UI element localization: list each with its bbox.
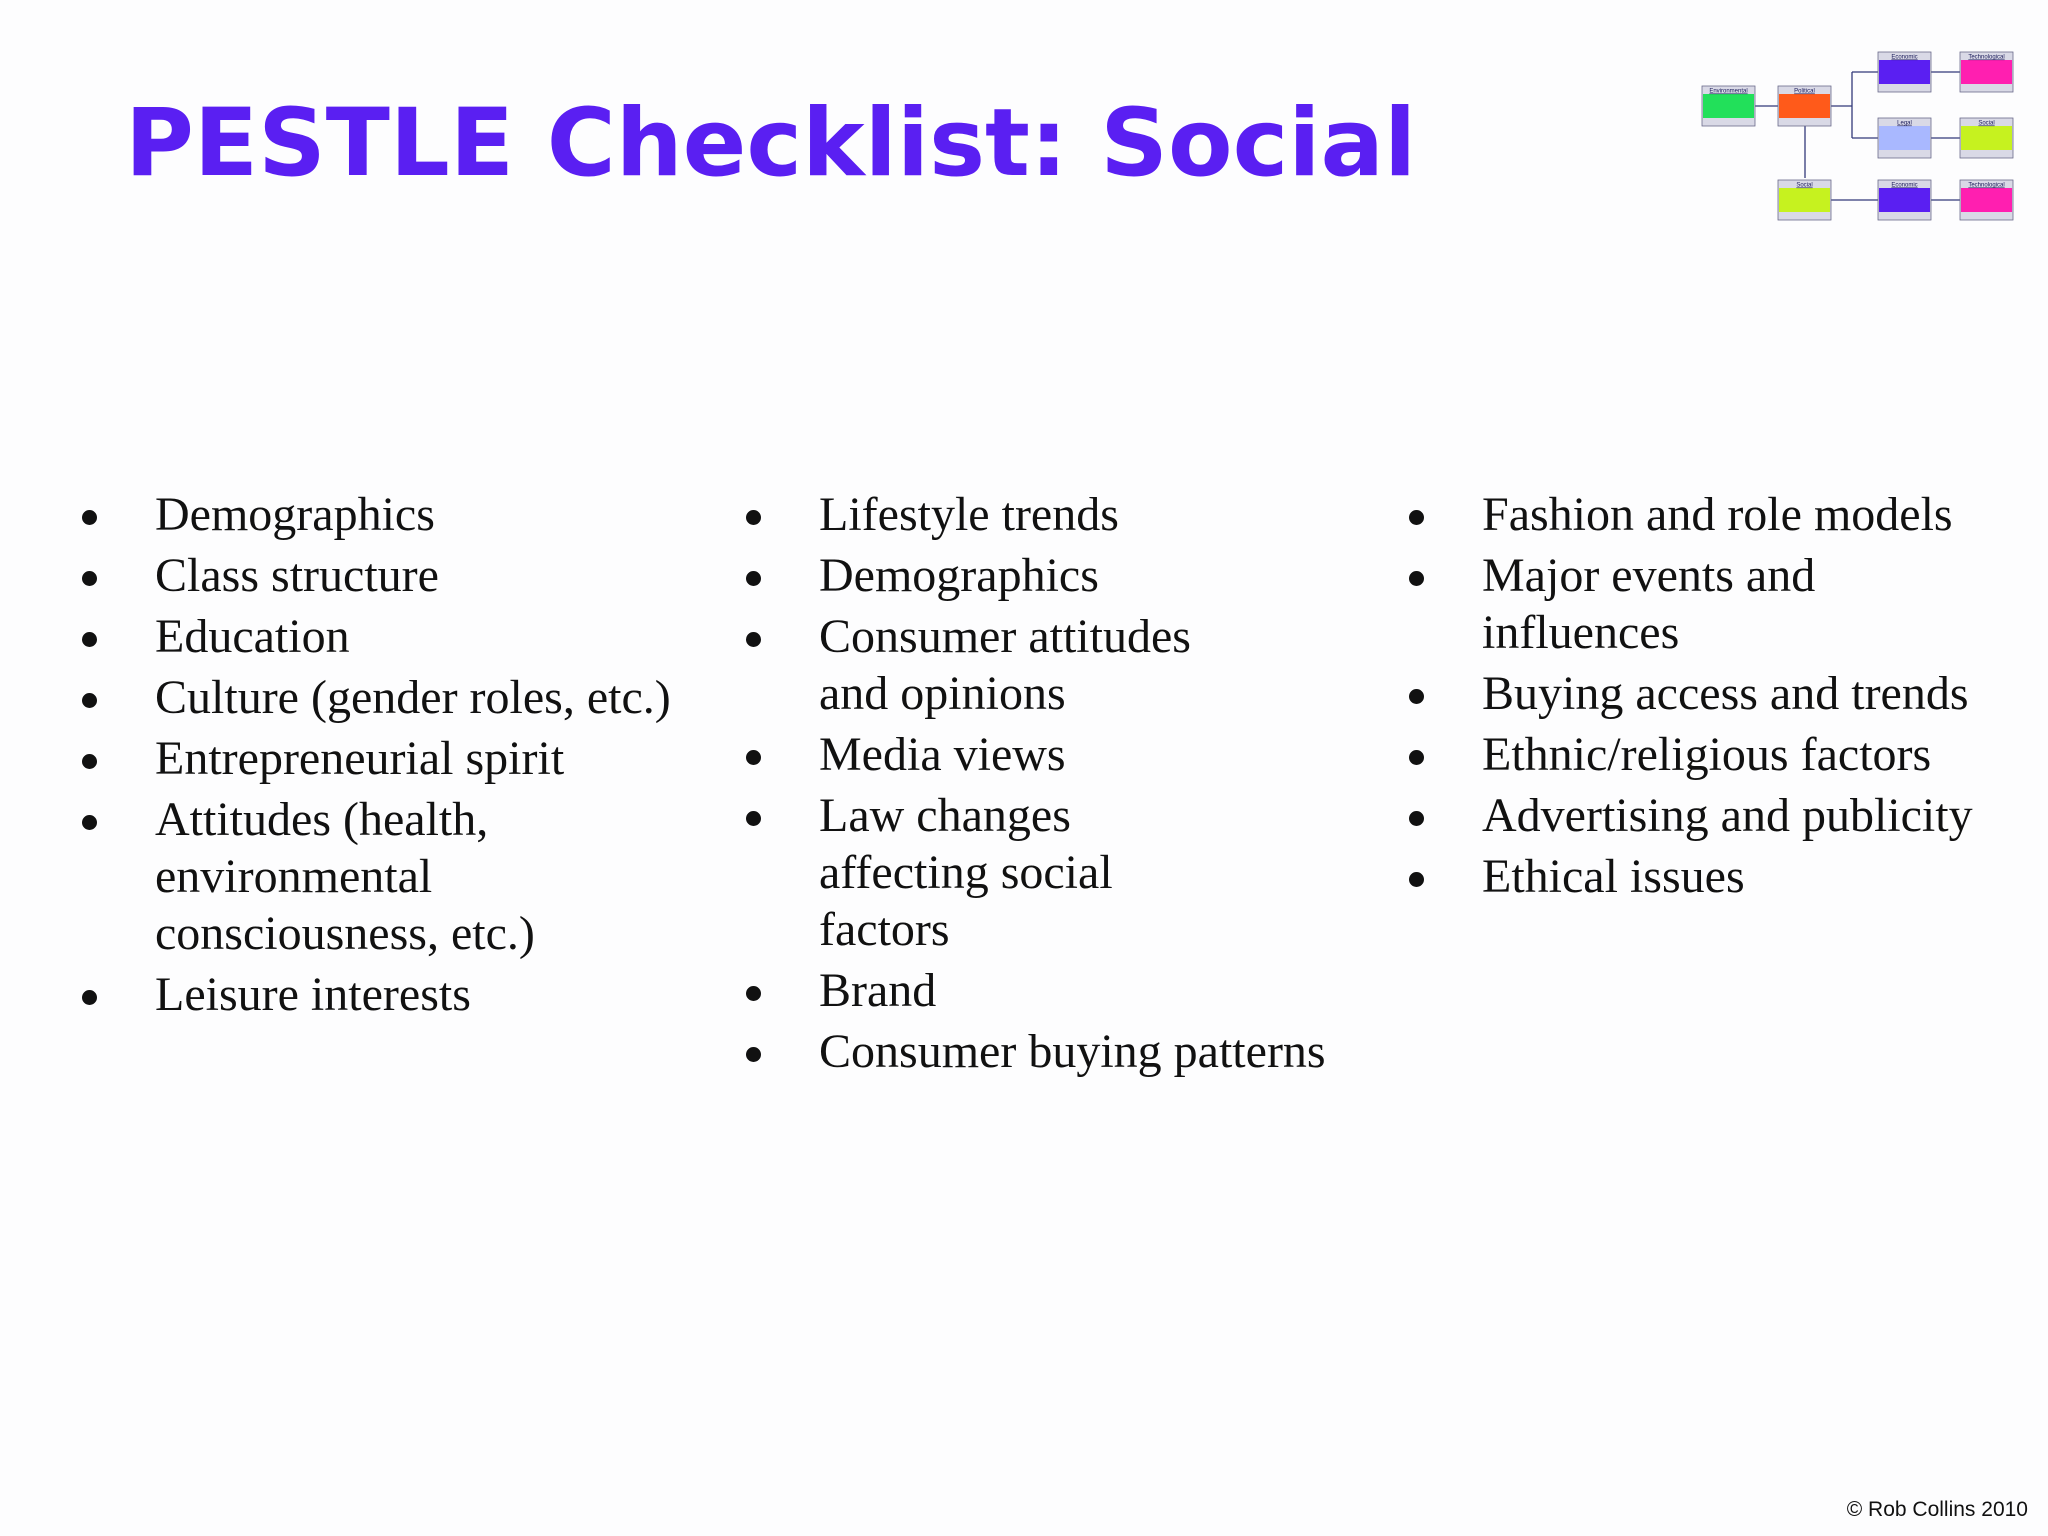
- bullet-icon: [82, 632, 97, 647]
- diagram-node-economic: [1878, 52, 1931, 92]
- diagram-node-economic: [1878, 180, 1931, 220]
- pestle-diagram-svg: [1698, 50, 2018, 228]
- bullet-icon: [82, 815, 97, 830]
- bullet-icon: [82, 571, 97, 586]
- list-item: [1405, 787, 2045, 844]
- diagram-node-technological: [1960, 180, 2013, 220]
- bullet-icon: [746, 632, 761, 647]
- bullet-icon: [1409, 811, 1424, 826]
- diagram-node-label: Technological: [1968, 54, 2005, 61]
- diagram-node-fill: [1961, 60, 2012, 84]
- list-item-label: Entrepreneurial spirit: [155, 732, 565, 785]
- list-item: [742, 1023, 1382, 1080]
- list-item: [78, 486, 718, 543]
- list-item: [78, 791, 575, 962]
- list-item-label: Ethnic/religious factors: [1482, 728, 1932, 781]
- list-item: [742, 787, 1219, 958]
- list-item-label: Demographics: [819, 549, 1099, 602]
- list-item: [1405, 486, 2045, 543]
- copyright-notice: © Rob Collins 2010: [1846, 1498, 2028, 1521]
- list-item: [78, 547, 718, 604]
- diagram-node-label: Political: [1794, 88, 1815, 95]
- diagram-node-environmental: [1702, 86, 1755, 126]
- diagram-node-social: [1778, 180, 1831, 220]
- bullet-icon: [1409, 689, 1424, 704]
- list-item: [1405, 726, 2045, 783]
- diagram-node-label: Social: [1978, 120, 1995, 127]
- list-item-label: Attitudes (health, environmental consciousness, etc.): [155, 793, 535, 960]
- bullet-icon: [746, 1047, 761, 1062]
- bullet-icon: [82, 693, 97, 708]
- diagram-node-fill: [1703, 94, 1754, 118]
- list-item: [742, 608, 1239, 722]
- checklist-list-1: [78, 486, 718, 1023]
- list-item-label: Buying access and trends: [1482, 667, 1969, 720]
- list-item-label: Lifestyle trends: [819, 488, 1119, 541]
- pestle-diagram-thumbnail: [1698, 50, 2018, 228]
- checklist-column-1: [78, 486, 718, 1027]
- checklist-column-3: [1405, 486, 2045, 909]
- list-item: [1405, 665, 2045, 722]
- diagram-node-fill: [1879, 60, 1930, 84]
- list-item-label: Advertising and publicity: [1482, 789, 1973, 842]
- list-item-label: Fashion and role models: [1482, 488, 1953, 541]
- diagram-node-fill: [1961, 188, 2012, 212]
- checklist-list-3: [1405, 486, 2045, 905]
- checklist-list-2: [742, 486, 1382, 1080]
- list-item-label: Major events and influences: [1482, 549, 1816, 659]
- list-item: [742, 962, 1382, 1019]
- bullet-icon: [746, 750, 761, 765]
- diagram-node-social: [1960, 118, 2013, 158]
- slide-title: PESTLE Checklist: Social: [125, 89, 1417, 198]
- bullet-icon: [1409, 750, 1424, 765]
- list-item-label: Education: [155, 610, 350, 663]
- diagram-node-fill: [1879, 126, 1930, 150]
- diagram-node-fill: [1779, 188, 1830, 212]
- diagram-node-label: Economic: [1891, 182, 1918, 189]
- checklist-column-2: [742, 486, 1382, 1084]
- bullet-icon: [746, 571, 761, 586]
- list-item: [742, 486, 1382, 543]
- diagram-node-fill: [1879, 188, 1930, 212]
- list-item: [742, 726, 1382, 783]
- list-item-label: Demographics: [155, 488, 435, 541]
- list-item: [78, 966, 718, 1023]
- diagram-node-technological: [1960, 52, 2013, 92]
- diagram-node-political: [1778, 86, 1831, 126]
- list-item-label: Class structure: [155, 549, 439, 602]
- diagram-node-label: Economic: [1891, 54, 1918, 61]
- list-item-label: Ethical issues: [1482, 850, 1745, 903]
- bullet-icon: [1409, 510, 1424, 525]
- bullet-icon: [82, 990, 97, 1005]
- bullet-icon: [1409, 571, 1424, 586]
- list-item: [78, 608, 718, 665]
- list-item-label: Leisure interests: [155, 968, 471, 1021]
- list-item: [1405, 547, 1862, 661]
- diagram-node-fill: [1961, 126, 2012, 150]
- bullet-icon: [746, 510, 761, 525]
- bullet-icon: [82, 510, 97, 525]
- list-item-label: Culture (gender roles, etc.): [155, 671, 671, 724]
- diagram-node-label: Legal: [1897, 120, 1912, 127]
- diagram-node-label: Environmental: [1709, 88, 1748, 95]
- list-item: [1405, 848, 2045, 905]
- diagram-node-legal: [1878, 118, 1931, 158]
- list-item: [742, 547, 1382, 604]
- list-item-label: Media views: [819, 728, 1066, 781]
- list-item-label: Consumer buying patterns: [819, 1025, 1326, 1078]
- diagram-node-label: Social: [1796, 182, 1813, 189]
- list-item-label: Law changes affecting social factors: [819, 789, 1113, 956]
- list-item-label: Brand: [819, 964, 937, 1017]
- list-item-label: Consumer attitudes and opinions: [819, 610, 1191, 720]
- diagram-node-fill: [1779, 94, 1830, 118]
- list-item: [78, 669, 718, 726]
- diagram-node-label: Technological: [1968, 182, 2005, 189]
- bullet-icon: [746, 986, 761, 1001]
- bullet-icon: [746, 811, 761, 826]
- bullet-icon: [1409, 872, 1424, 887]
- bullet-icon: [82, 754, 97, 769]
- list-item: [78, 730, 718, 787]
